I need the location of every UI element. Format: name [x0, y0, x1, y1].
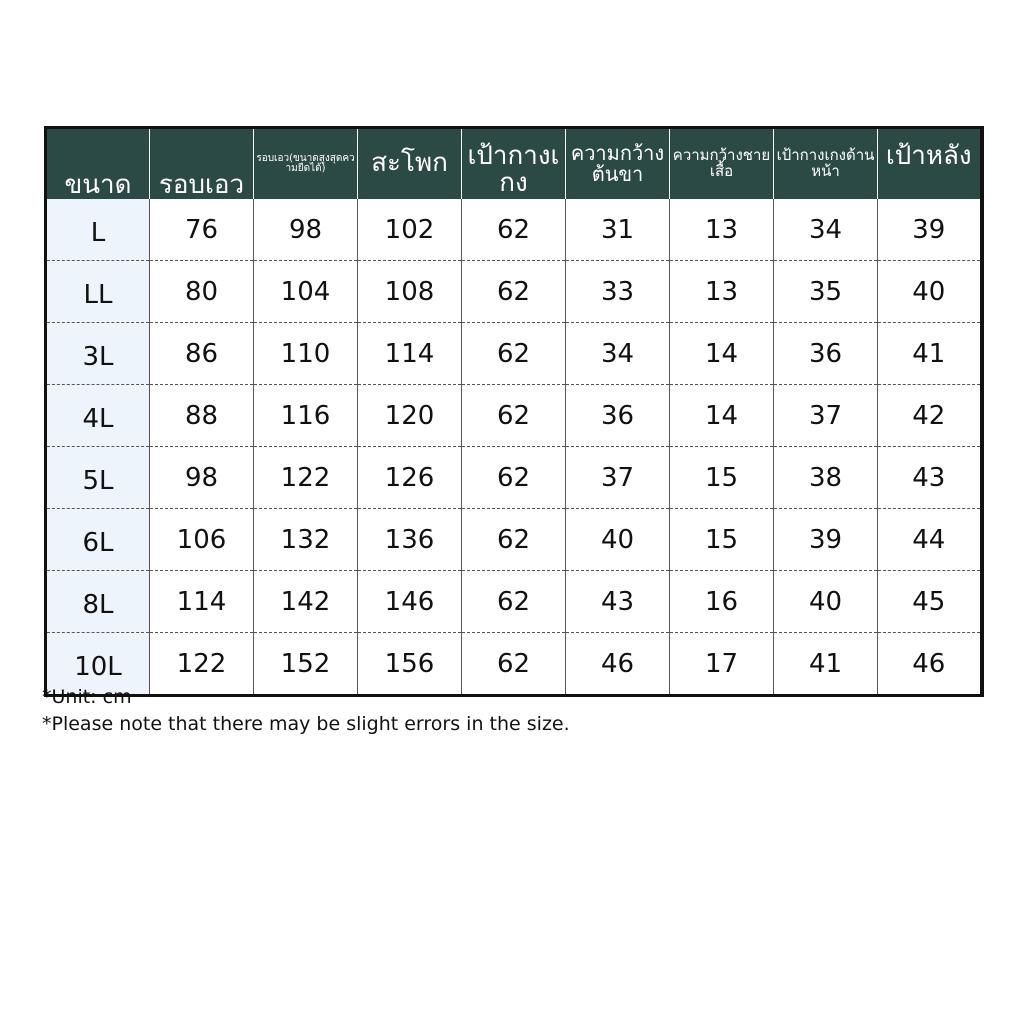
measurement-cell: 62 [462, 261, 566, 323]
header-back-rise: เป้าหลัง [878, 128, 982, 200]
header-crotch: เป้ากางเกง [462, 128, 566, 200]
unit-note: *Unit: cm [42, 686, 132, 708]
header-waist: รอบเอว [150, 128, 254, 200]
measurement-cell: 40 [774, 571, 878, 633]
measurement-cell: 62 [462, 571, 566, 633]
measurement-cell: 110 [254, 323, 358, 385]
table-row [46, 571, 982, 633]
size-label-cell: LL [46, 261, 150, 323]
measurement-cell: 86 [150, 323, 254, 385]
table-row [46, 509, 982, 571]
measurement-cell: 34 [566, 323, 670, 385]
measurement-cell: 106 [150, 509, 254, 571]
measurement-cell: 36 [774, 323, 878, 385]
measurement-cell: 122 [254, 447, 358, 509]
measurement-cell: 62 [462, 509, 566, 571]
header-size: ขนาด [46, 128, 150, 200]
size-label-cell: 6L [46, 509, 150, 571]
measurement-cell: 13 [670, 199, 774, 261]
measurement-cell: 43 [878, 447, 982, 509]
measurement-cell: 40 [566, 509, 670, 571]
measurement-cell: 39 [878, 199, 982, 261]
measurement-cell: 39 [774, 509, 878, 571]
measurement-cell: 35 [774, 261, 878, 323]
table-body [46, 199, 982, 696]
size-label-cell: L [46, 199, 150, 261]
measurement-cell: 33 [566, 261, 670, 323]
table-row [46, 447, 982, 509]
header-waist-max-stretch: รอบเอว(ขนาดสูงสุดความยืดได้) [254, 128, 358, 200]
measurement-cell: 108 [358, 261, 462, 323]
measurement-cell: 62 [462, 447, 566, 509]
measurement-cell: 16 [670, 571, 774, 633]
measurement-cell: 132 [254, 509, 358, 571]
measurement-cell: 76 [150, 199, 254, 261]
measurement-cell: 44 [878, 509, 982, 571]
header-front-rise: เป้ากางเกงด้านหน้า [774, 128, 878, 200]
header-hem-width: ความกว้างชายเสื้อ [670, 128, 774, 200]
measurement-cell: 114 [358, 323, 462, 385]
measurement-cell: 46 [878, 633, 982, 696]
measurement-cell: 31 [566, 199, 670, 261]
measurement-cell: 13 [670, 261, 774, 323]
measurement-cell: 80 [150, 261, 254, 323]
measurement-cell: 62 [462, 633, 566, 696]
table-row [46, 323, 982, 385]
measurement-cell: 156 [358, 633, 462, 696]
measurement-cell: 142 [254, 571, 358, 633]
size-chart-table [44, 126, 984, 697]
disclaimer-note: *Please note that there may be slight errors in the size. [42, 713, 570, 735]
measurement-cell: 152 [254, 633, 358, 696]
notes [42, 684, 570, 738]
size-label-cell: 5L [46, 447, 150, 509]
table-row [46, 199, 982, 261]
measurement-cell: 98 [254, 199, 358, 261]
measurement-cell: 41 [878, 323, 982, 385]
header-hip: สะโพก [358, 128, 462, 200]
measurement-cell: 116 [254, 385, 358, 447]
measurement-cell: 34 [774, 199, 878, 261]
measurement-cell: 38 [774, 447, 878, 509]
size-label-cell: 3L [46, 323, 150, 385]
size-label-cell: 4L [46, 385, 150, 447]
measurement-cell: 37 [566, 447, 670, 509]
measurement-cell: 98 [150, 447, 254, 509]
measurement-cell: 114 [150, 571, 254, 633]
header-row [46, 128, 982, 200]
measurement-cell: 136 [358, 509, 462, 571]
measurement-cell: 15 [670, 447, 774, 509]
measurement-cell: 14 [670, 385, 774, 447]
measurement-cell: 88 [150, 385, 254, 447]
size-label-cell: 10L [46, 633, 150, 696]
measurement-cell: 43 [566, 571, 670, 633]
measurement-cell: 42 [878, 385, 982, 447]
measurement-cell: 14 [670, 323, 774, 385]
measurement-cell: 62 [462, 385, 566, 447]
measurement-cell: 62 [462, 199, 566, 261]
size-label-cell: 8L [46, 571, 150, 633]
measurement-cell: 41 [774, 633, 878, 696]
measurement-cell: 36 [566, 385, 670, 447]
measurement-cell: 45 [878, 571, 982, 633]
table-row [46, 385, 982, 447]
header-thigh-width: ความกว้างต้นขา [566, 128, 670, 200]
measurement-cell: 122 [150, 633, 254, 696]
measurement-cell: 102 [358, 199, 462, 261]
measurement-cell: 46 [566, 633, 670, 696]
measurement-cell: 17 [670, 633, 774, 696]
measurement-cell: 104 [254, 261, 358, 323]
measurement-cell: 120 [358, 385, 462, 447]
measurement-cell: 15 [670, 509, 774, 571]
measurement-cell: 126 [358, 447, 462, 509]
measurement-cell: 40 [878, 261, 982, 323]
measurement-cell: 37 [774, 385, 878, 447]
measurement-cell: 62 [462, 323, 566, 385]
table-row [46, 261, 982, 323]
measurement-cell: 146 [358, 571, 462, 633]
